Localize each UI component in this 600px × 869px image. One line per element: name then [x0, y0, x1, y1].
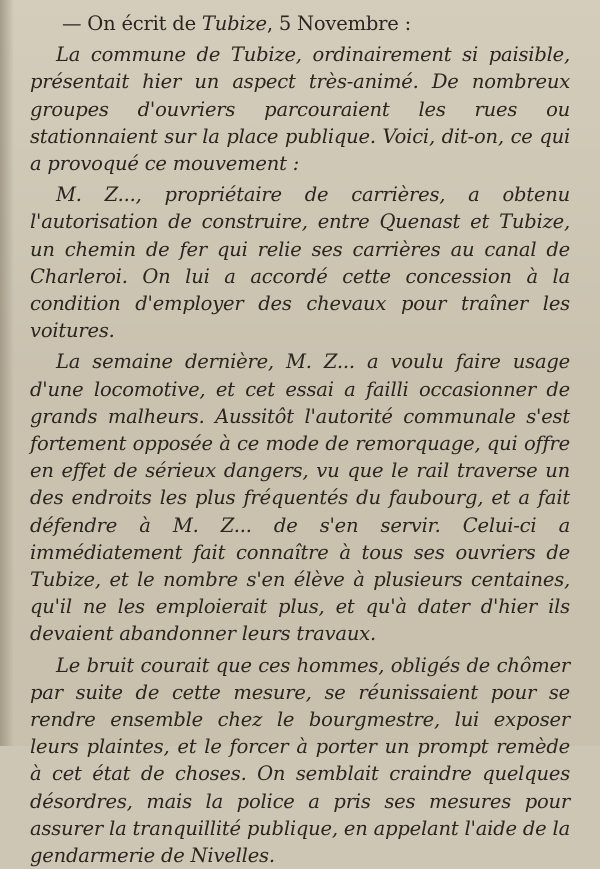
paragraph-3: La semaine dernière, M. Z... a voulu faire usage d'une locomotive, et cet essai a failli occasionner de grands malheurs. Aussitôt l'autorité communale s'est fortement opposée à ce mode de remorquage, qui offre en effet de sérieux dangers, vu que le rail traverse un des endroits les plus fréquentés du faubourg, et a fait défendre à M. Z... de s'en servir. Celui-ci a immédiatement fait connaître à tous ses ouvriers de Tubize, et le nombre s'en élève à plusieurs centaines, qu'il ne les emploierait plus, et qu'à dater d'hier ils devaient abandonner leurs travaux. [30, 350, 570, 646]
dateline-date: , 5 Novembre : [266, 12, 411, 35]
dateline-prefix: — On écrit de [62, 12, 202, 35]
dateline [62, 10, 570, 37]
paragraph-4: Le bruit courait que ces hommes, obligés de chômer par suite de cette mesure, se réunissaient pour se rendre ensemble chez le bourgmestre, lui exposer leurs plaintes, et le forcer à porter un prompt remède à cet état de choses. On semblait craindre quelques désordres, mais la police a pris ses mesures pour assurer la tranquillité publique, en appelant l'aide de la gendarmerie de Nivelles. [30, 653, 570, 868]
paragraph-2: M. Z..., propriétaire de carrières, a obtenu l'autorisation de construire, entre Quenast et Tubize, un chemin de fer qui relie ses carrières au canal de Charleroi. On lui a accordé cette concession à la condition d'employer des chevaux pour traîner les voitures. [30, 183, 570, 343]
dateline-place: Tubize [201, 12, 267, 35]
paragraph-1: La commune de Tubize, ordinairement si paisible, présentait hier un aspect très-animé. De nombreux groupes d'ouvriers parcouraient les rues ou stationnaient sur la place publique. Voici, dit-on, ce qui a provoqué ce mouvement : [30, 43, 570, 176]
